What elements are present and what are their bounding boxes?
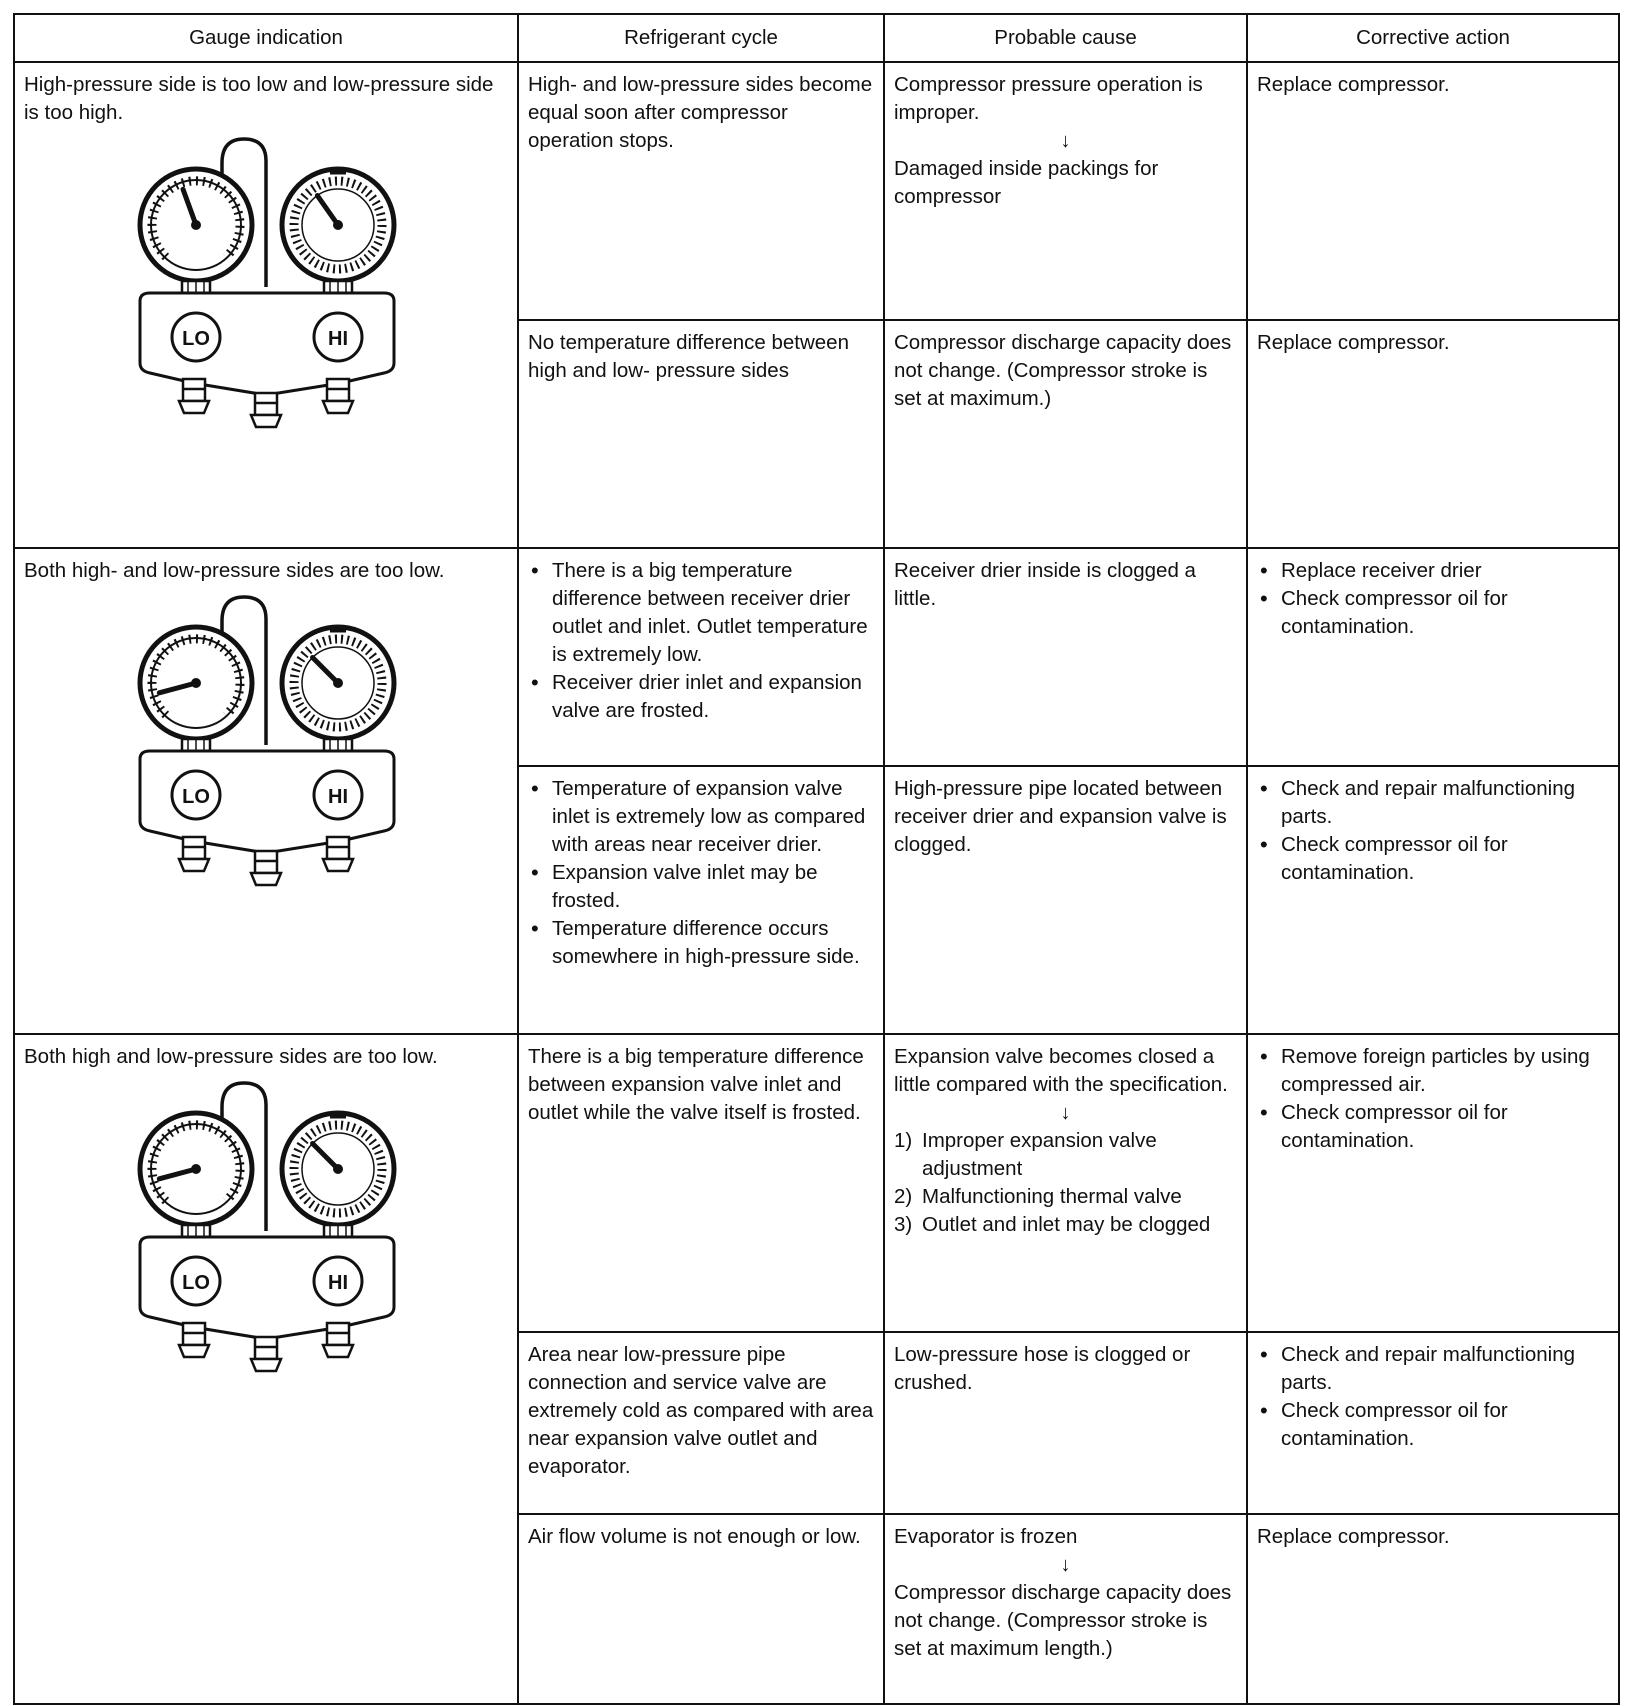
low-pressure-gauge xyxy=(140,1113,252,1239)
list-item: • Temperature difference occurs somewhere in high-pressure side. xyxy=(528,915,874,971)
svg-text:LO: LO xyxy=(182,786,210,808)
gauge-indication-cell xyxy=(14,1034,518,1704)
corrective-action-cell xyxy=(1247,1034,1619,1332)
corrective-action-cell: Replace compressor. xyxy=(1247,320,1619,548)
gauge-indication-text: Both high and low-pressure sides are too low. xyxy=(24,1045,438,1068)
list-item: • Remove foreign particles by using compressed air. xyxy=(1257,1043,1609,1099)
header-corrective-action: Corrective action xyxy=(1247,14,1619,62)
header-probable-cause: Probable cause xyxy=(884,14,1247,62)
list-item: • Check and repair malfunctioning parts. xyxy=(1257,1341,1609,1397)
header-refrigerant-cycle: Refrigerant cycle xyxy=(518,14,884,62)
list-item: • Temperature of expansion valve inlet is extremely low as compared with areas near receiver drier. xyxy=(528,775,874,859)
svg-text:LO: LO xyxy=(182,1272,210,1294)
table-row xyxy=(14,548,1619,766)
gauge-indication-text: High-pressure side is too low and low-pressure side is too high. xyxy=(24,73,494,124)
gauge-manifold-illustration xyxy=(126,1079,406,1379)
gauge-indication-cell xyxy=(14,548,518,1034)
probable-cause-cell: High-pressure pipe located between receiver drier and expansion valve is clogged. xyxy=(884,766,1247,1034)
refrigerant-cycle-cell xyxy=(518,766,884,1034)
list-item: • Check compressor oil for contamination. xyxy=(1257,585,1609,641)
probable-cause-cell: Low-pressure hose is clogged or crushed. xyxy=(884,1332,1247,1514)
low-pressure-gauge xyxy=(140,627,252,753)
probable-cause-cell: Expansion valve becomes closed a little compared with the specification. ↓ 1) Improper expansion valve adjustment 2) Malfunctioning thermal valve 3) Outlet and inlet may be clogged xyxy=(884,1034,1247,1332)
bullet-list xyxy=(1257,1341,1609,1453)
list-item: • There is a big temperature difference between receiver drier outlet and inlet. Outlet temperature is extremely low. xyxy=(528,557,874,669)
header-gauge-indication: Gauge indication xyxy=(14,14,518,62)
numbered-list xyxy=(894,1127,1237,1239)
probable-cause-cell: Compressor discharge capacity does not change. (Compressor stroke is set at maximum.) xyxy=(884,320,1247,548)
list-item: 2) Malfunctioning thermal valve xyxy=(894,1185,1182,1208)
corrective-action-cell xyxy=(1247,766,1619,1034)
bullet-list xyxy=(1257,775,1609,887)
bullet-list xyxy=(1257,1043,1609,1155)
probable-cause-cell: Compressor pressure operation is improper. ↓ Damaged inside packings for compressor xyxy=(884,62,1247,320)
header-row xyxy=(14,14,1619,62)
down-arrow-icon: ↓ xyxy=(1060,130,1071,152)
refrigerant-troubleshooting-table xyxy=(13,13,1620,1705)
svg-text:HI: HI xyxy=(328,1272,348,1294)
bullet-list xyxy=(1257,557,1609,641)
gauge-indication-text: Both high- and low-pressure sides are too low. xyxy=(24,559,445,582)
svg-text:HI: HI xyxy=(328,786,348,808)
bullet-list xyxy=(528,557,874,725)
svg-text:HI: HI xyxy=(328,328,348,350)
probable-cause-cell: Evaporator is frozen ↓ Compressor discharge capacity does not change. (Compressor stroke is set at maximum length.) xyxy=(884,1514,1247,1704)
high-pressure-gauge xyxy=(282,627,394,753)
list-item: • Check and repair malfunctioning parts. xyxy=(1257,775,1609,831)
gauge-manifold-illustration xyxy=(126,135,406,435)
table-row xyxy=(14,62,1619,320)
list-item: • Check compressor oil for contamination. xyxy=(1257,1397,1609,1453)
down-arrow-icon: ↓ xyxy=(1060,1102,1071,1124)
refrigerant-cycle-cell: Air flow volume is not enough or low. xyxy=(518,1514,884,1704)
gauge-indication-cell xyxy=(14,62,518,548)
list-item: • Check compressor oil for contamination. xyxy=(1257,831,1609,887)
list-item: • Replace receiver drier xyxy=(1257,557,1609,585)
low-pressure-gauge xyxy=(140,169,252,295)
refrigerant-cycle-cell: No temperature difference between high and low- pressure sides xyxy=(518,320,884,548)
list-item: 3) Outlet and inlet may be clogged xyxy=(894,1213,1211,1236)
refrigerant-cycle-cell: High- and low-pressure sides become equal soon after compressor operation stops. xyxy=(518,62,884,320)
down-arrow-icon: ↓ xyxy=(1060,1554,1071,1576)
high-pressure-gauge xyxy=(282,169,394,295)
troubleshooting-table-page xyxy=(13,13,1620,1705)
corrective-action-cell xyxy=(1247,548,1619,766)
corrective-action-cell xyxy=(1247,1332,1619,1514)
refrigerant-cycle-cell xyxy=(518,548,884,766)
high-pressure-gauge xyxy=(282,1113,394,1239)
list-item: • Check compressor oil for contamination. xyxy=(1257,1099,1609,1155)
refrigerant-cycle-cell: Area near low-pressure pipe connection and service valve are extremely cold as compared with area near expansion valve outlet and evaporator. xyxy=(518,1332,884,1514)
corrective-action-cell: Replace compressor. xyxy=(1247,1514,1619,1704)
bullet-list xyxy=(528,775,874,971)
refrigerant-cycle-cell: There is a big temperature difference between expansion valve inlet and outlet while the valve itself is frosted. xyxy=(518,1034,884,1332)
list-item: • Expansion valve inlet may be frosted. xyxy=(528,859,874,915)
list-item: 1) Improper expansion valve adjustment xyxy=(894,1129,1157,1180)
table-row xyxy=(14,1034,1619,1332)
list-item: • Receiver drier inlet and expansion valve are frosted. xyxy=(528,669,874,725)
probable-cause-cell: Receiver drier inside is clogged a little. xyxy=(884,548,1247,766)
corrective-action-cell: Replace compressor. xyxy=(1247,62,1619,320)
svg-text:LO: LO xyxy=(182,328,210,350)
gauge-manifold-illustration xyxy=(126,593,406,893)
